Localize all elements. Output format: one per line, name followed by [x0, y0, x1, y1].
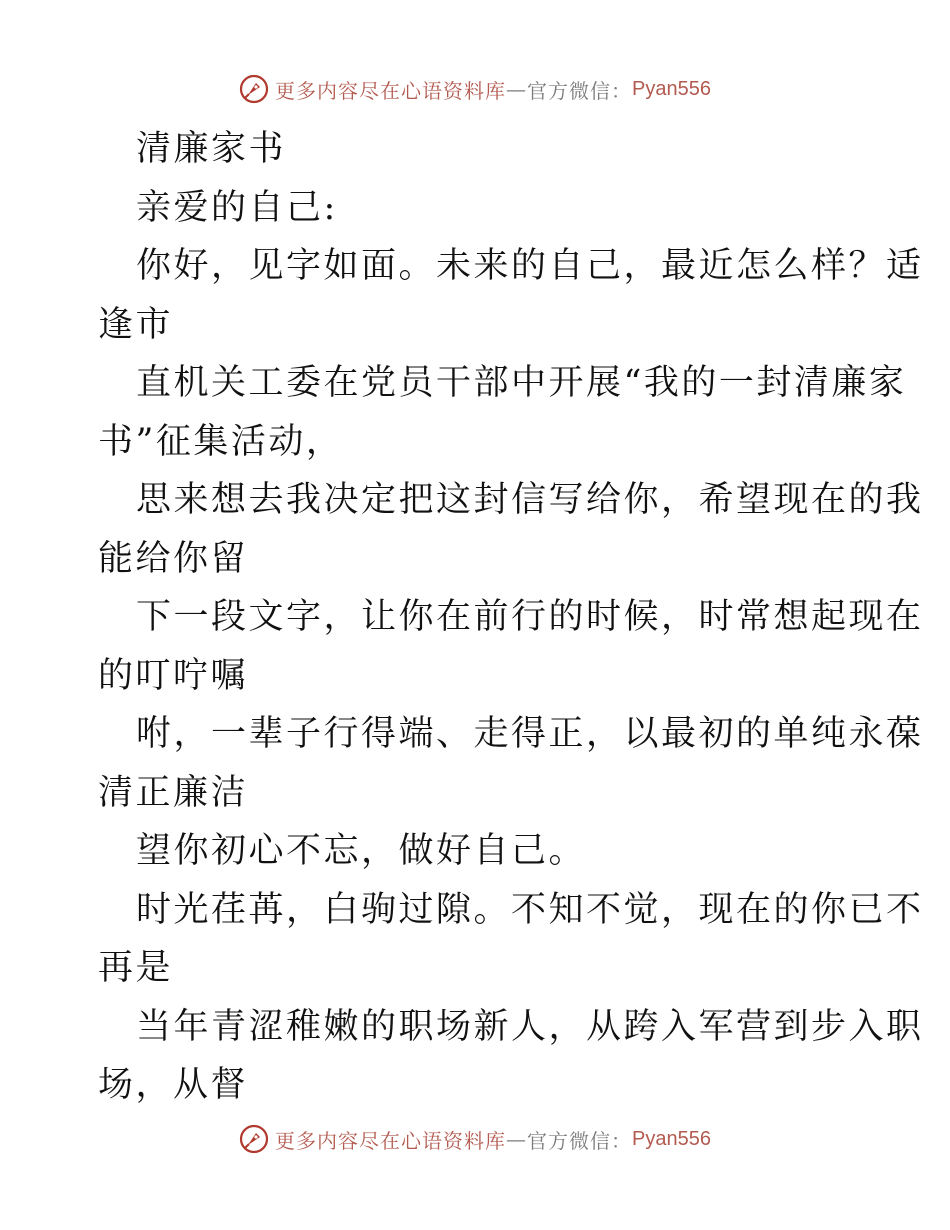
- text-line: 书”征集活动，: [98, 421, 344, 462]
- text-line: 清廉家书: [136, 129, 287, 169]
- site-name: 更多内容尽在心语资料库: [275, 1128, 507, 1153]
- wechat-id: Pyan556: [632, 1127, 711, 1150]
- text-line: 清正廉洁: [98, 772, 249, 813]
- text-line: 直机关工委在党员干部中开展“我的一封清廉家: [136, 363, 907, 403]
- text-line: 时光荏苒，白驹过隙。不知不觉，现在的你已不: [136, 889, 924, 930]
- text-line: 逢市: [98, 304, 174, 345]
- text-line: 你好，见字如面。未来的自己，最近怎么样？适: [136, 246, 924, 286]
- text-line: 望你初心不忘，做好自己。: [136, 831, 587, 871]
- text-line: 亲爱的自己:: [136, 187, 338, 228]
- wechat-label: 官方微信：: [527, 1128, 633, 1153]
- text-line: 能给你留: [98, 538, 249, 579]
- pen-nib-logo-icon: [239, 1124, 269, 1154]
- text-line: 思来想去我决定把这封信写给你，希望现在的我: [136, 480, 924, 520]
- banner-dash: —: [506, 77, 528, 101]
- header-banner: [0, 72, 950, 106]
- site-name: 更多内容尽在心语资料库: [275, 78, 507, 103]
- footer-banner: [0, 1122, 950, 1156]
- text-line: 场，从督: [98, 1065, 249, 1105]
- text-line: 下一段文字，让你在前行的时候，时常想起现在: [136, 597, 924, 637]
- text-line: 咐，一辈子行得端、走得正，以最初的单纯永葆: [136, 714, 924, 754]
- pen-nib-logo-icon: [239, 74, 269, 104]
- text-line: 当年青涩稚嫩的职场新人，从跨入军营到步入职: [136, 1006, 924, 1047]
- text-line: 再是: [98, 948, 174, 988]
- banner-dash: —: [506, 1127, 528, 1151]
- document-body: [98, 120, 924, 1115]
- wechat-id: Pyan556: [632, 77, 711, 100]
- wechat-label: 官方微信：: [527, 78, 633, 103]
- text-line: 的叮咛嘱: [98, 655, 249, 696]
